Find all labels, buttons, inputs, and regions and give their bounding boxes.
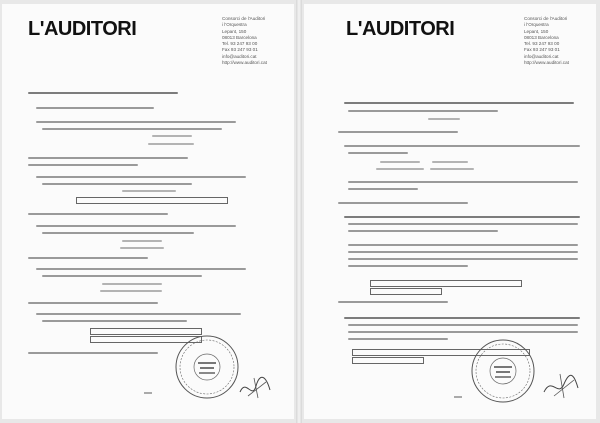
address-line: Fax 93 247 93 01	[524, 47, 560, 53]
text-line	[102, 283, 162, 285]
text-line	[42, 275, 202, 277]
option-box	[370, 280, 522, 287]
text-line	[36, 176, 246, 178]
address-line: http://www.auditori.cat	[222, 60, 267, 66]
page-right-signature	[540, 368, 584, 402]
text-line	[348, 110, 498, 112]
text-line	[348, 258, 578, 260]
page-right-seal	[470, 338, 536, 404]
page-right-address	[524, 16, 594, 66]
text-line	[36, 268, 246, 270]
page-gutter	[296, 0, 302, 423]
text-line	[120, 247, 164, 249]
section-heading-line	[28, 92, 178, 94]
address-line: http://www.auditori.cat	[524, 60, 569, 66]
text-line	[344, 102, 574, 104]
text-line	[42, 232, 194, 234]
text-line	[28, 302, 158, 304]
page-left-address	[222, 16, 292, 66]
text-line	[432, 161, 468, 163]
text-line	[28, 164, 138, 166]
text-line	[348, 223, 578, 225]
text-line	[122, 190, 176, 192]
option-box	[352, 357, 424, 364]
text-line	[28, 213, 168, 215]
text-line	[348, 324, 578, 326]
text-line	[348, 338, 448, 340]
address-line: Consorci de l'Auditori	[222, 16, 266, 21]
text-line	[348, 181, 578, 183]
page-right-logo: L'AUDITORI	[346, 18, 455, 40]
page-left-seal	[174, 334, 240, 400]
text-line	[28, 157, 188, 159]
text-line	[148, 143, 194, 145]
text-line	[344, 216, 580, 218]
option-box	[76, 197, 228, 204]
address-line: i l'Orquestra	[222, 22, 247, 28]
text-line	[428, 118, 460, 120]
text-line	[344, 145, 580, 147]
page-right	[304, 4, 596, 419]
text-line	[338, 202, 468, 204]
text-line	[152, 135, 192, 137]
text-line	[344, 317, 580, 319]
text-line	[28, 257, 148, 259]
text-line	[36, 225, 236, 227]
address-line: Tel. 93 247 93 00	[524, 41, 560, 47]
text-line	[36, 121, 236, 123]
option-box	[370, 288, 442, 295]
text-line	[42, 183, 192, 185]
text-line	[348, 244, 578, 246]
page-right-number	[454, 396, 462, 398]
address-line: info@auditori.cat	[524, 53, 559, 59]
text-line	[348, 265, 468, 267]
text-line	[430, 168, 474, 170]
text-line	[28, 352, 158, 354]
text-line	[122, 240, 162, 242]
text-line	[348, 152, 408, 154]
text-line	[42, 128, 222, 130]
text-line	[348, 331, 578, 333]
address-line: i l'Orquestra	[524, 22, 549, 28]
text-line	[338, 131, 458, 133]
text-line	[380, 161, 420, 163]
text-line	[348, 230, 498, 232]
text-line	[348, 188, 418, 190]
address-line: Tel. 93 247 93 00	[222, 41, 258, 47]
address-line: info@auditori.cat	[222, 53, 257, 59]
address-line: 08013 Barcelona	[524, 34, 559, 40]
text-line	[338, 301, 448, 303]
address-line: Consorci de l'Auditori	[524, 16, 568, 21]
text-line	[348, 251, 578, 253]
address-line: Fax 93 247 93 01	[222, 47, 258, 53]
page-left	[2, 4, 294, 419]
page-left-signature	[236, 372, 276, 402]
address-line: 08013 Barcelona	[222, 34, 257, 40]
text-line	[100, 290, 162, 292]
address-line: Lepant, 150	[222, 28, 247, 34]
page-left-number	[144, 392, 152, 394]
text-line	[42, 320, 187, 322]
page-left-logo: L'AUDITORI	[28, 18, 137, 40]
text-line	[36, 313, 241, 315]
text-line	[376, 168, 424, 170]
text-line	[36, 107, 154, 109]
address-line: Lepant, 150	[524, 28, 549, 34]
